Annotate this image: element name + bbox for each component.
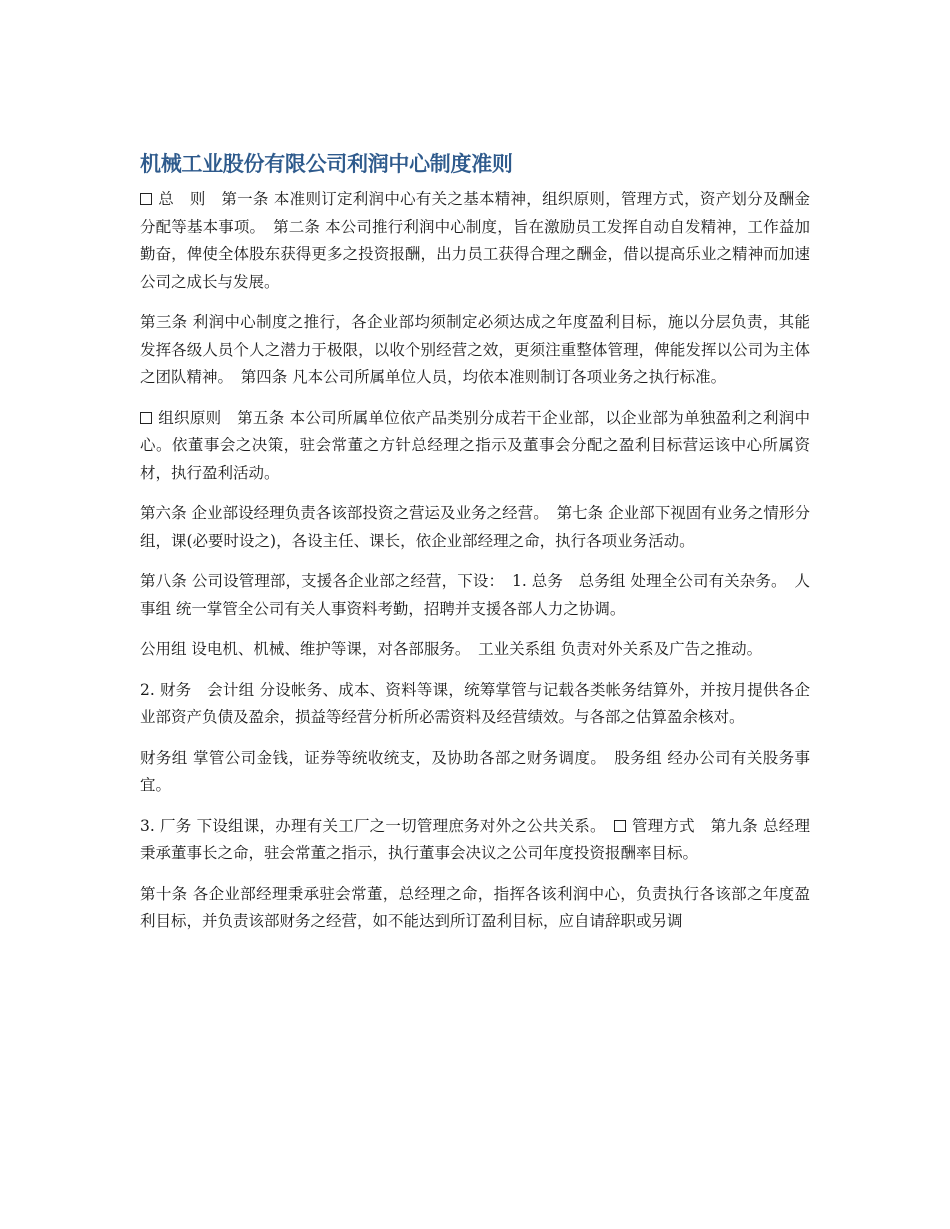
paragraph-text: 第八条 公司设管理部，支援各企业部之经营，下设： 1. 总务 总务组 处理全公司有关杂务。 人事组 统一掌管全公司有关人事资料考勤，招聘并支援各部人力之协调。	[140, 572, 810, 618]
checkbox-icon	[140, 193, 152, 205]
checkbox-icon	[140, 412, 152, 424]
paragraph-text: 管理方式 第九条 总经理秉承董事长之命，驻会常董之指示，执行董事会决议之公司年度投资报酬率目标。	[140, 816, 810, 862]
paragraph-text: 2. 财务 会计组 分设帐务、成本、资料等课，统筹掌管与记载各类帐务结算外，并按月提供各企业部资产负债及盈余，损益等经营分析所必需资料及经营绩效。与各部之估算盈余核对。	[140, 680, 810, 726]
paragraph-organization	[140, 405, 810, 488]
document-page	[140, 148, 810, 949]
paragraph-factory-management	[140, 813, 810, 868]
paragraph-finance	[140, 677, 810, 732]
paragraph-article-10	[140, 881, 810, 936]
paragraph-article-8	[140, 568, 810, 623]
checkbox-icon	[614, 820, 626, 832]
paragraph-text: 总 则 第一条 本准则订定利润中心有关之基本精神，组织原则，管理方式，资产划分及酬金分配等基本事项。 第二条 本公司推行利润中心制度，旨在激励员工发挥自动自发精神，工作益加勤奋，俾使全体股东获得更多之投资报酬，出力员工获得合理之酬金，借以提高乐业之精神而加速公司之成长与发展。	[140, 190, 810, 291]
paragraph-text: 第十条 各企业部经理秉承驻会常董，总经理之命，指挥各该利润中心，负责执行各该部之年度盈利目标，并负责该部财务之经营，如不能达到所订盈利目标，应自请辞职或另调	[140, 884, 810, 930]
paragraph-general-principles	[140, 186, 810, 296]
paragraph-text: 财务组 掌管公司金钱，证券等统收统支，及协助各部之财务调度。 股务组 经办公司有关股务事宜。	[140, 748, 810, 794]
paragraph-public-group	[140, 636, 810, 664]
paragraph-text: 组织原则 第五条 本公司所属单位依产品类别分成若干企业部，以企业部为单独盈利之利润中心。依董事会之决策，驻会常董之方针总经理之指示及董事会分配之盈利目标营运该中心所属资材，执行盈利活动。	[140, 408, 810, 482]
paragraph-text: 第三条 利润中心制度之推行，各企业部均须制定必须达成之年度盈利目标，施以分层负责，其能发挥各级人员个人之潜力于极限，以收个别经营之效，更须注重整体管理，俾能发挥以公司为主体之团队精神。 第四条 凡本公司所属单位人员，均依本准则制订各项业务之执行标准。	[140, 313, 810, 386]
paragraph-text: 公用组 设电机、机械、维护等课，对各部服务。 工业关系组 负责对外关系及广告之推动。	[140, 640, 763, 658]
document-title: 机械工业股份有限公司利润中心制度准则	[140, 152, 513, 176]
paragraph-finance-group	[140, 745, 810, 800]
paragraph-article-6	[140, 500, 810, 555]
paragraph-text: 3. 厂务 下设组课，办理有关工厂之一切管理庶务对外之公共关系。	[140, 816, 614, 835]
paragraph-text: 第六条 企业部设经理负责各该部投资之营运及业务之经营。 第七条 企业部下视固有业务之情形分组，课(必要时设之)，各设主任、课长，依企业部经理之命，执行各项业务活动。	[140, 504, 810, 550]
paragraph-article-3	[140, 309, 810, 392]
